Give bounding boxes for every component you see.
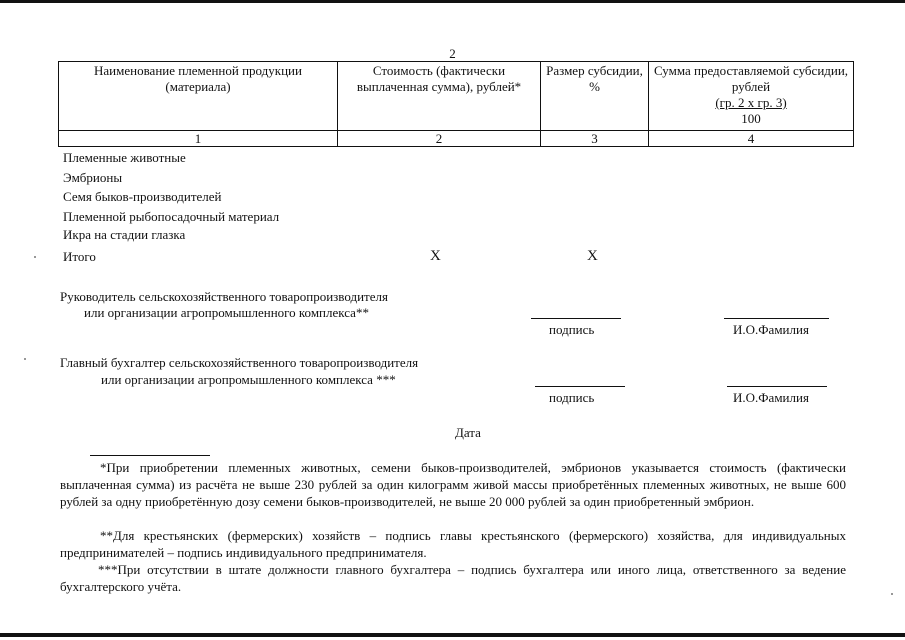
table-header-row [59, 62, 854, 131]
top-border [0, 0, 905, 3]
header-cost: Стоимость (фактически выплаченная сумма), рублей* [338, 62, 541, 131]
column-number-1: 1 [59, 131, 338, 147]
head-title-line2: или организации агропромышленного комплекса** [84, 305, 369, 320]
head-signature-line [531, 318, 621, 319]
head-signature-caption: подпись [549, 322, 595, 337]
page-number: 2 [449, 46, 456, 61]
head-name-caption: И.О.Фамилия [733, 322, 809, 337]
total-mark-rate: Х [587, 248, 598, 264]
header-formula: (гр. 2 х гр. 3) [715, 95, 787, 110]
row-bull-semen: Семя быков-производителей [63, 189, 222, 204]
accountant-title-line1: Главный бухгалтер сельскохозяйственного товаропроизводителя [60, 355, 419, 370]
scan-speck [891, 593, 893, 595]
footnote-3: ***При отсутствии в штате должности главного бухгалтера – подпись бухгалтера или иного лица, ответственного за ведение бухгалтерского учёта. [60, 562, 846, 594]
header-product-name: Наименование племенной продукции (материала) [59, 62, 338, 131]
date-label: Дата [455, 425, 481, 440]
accountant-name-line [727, 386, 827, 387]
head-name-line [724, 318, 829, 319]
accountant-signature-line [535, 386, 625, 387]
total-mark-cost: Х [430, 248, 441, 264]
header-subsidy-amount-title: Сумма предоставляемой субсидии, рублей [653, 63, 849, 94]
column-number-row [59, 131, 854, 147]
column-number-3: 3 [541, 131, 649, 147]
scan-speck [24, 358, 26, 360]
row-fish-stock: Племенной рыбопосадочный материал [63, 209, 280, 224]
header-subsidy-rate: Размер субсидии, % [541, 62, 649, 131]
footnote-2: **Для крестьянских (фермерских) хозяйств – подпись главы крестьянского (фермерского) хозяйства, для индивидуальных предпринимателей – подпись индивидуального предпринимателя. [60, 528, 846, 560]
header-divisor: 100 [741, 111, 761, 126]
footnote-separator [90, 455, 210, 456]
accountant-name-caption: И.О.Фамилия [733, 390, 809, 405]
total-label: Итого [63, 249, 96, 264]
bottom-border [0, 633, 905, 637]
head-title-line1: Руководитель сельскохозяйственного товаропроизводителя [60, 289, 388, 304]
column-number-2: 2 [338, 131, 541, 147]
scan-speck [34, 256, 36, 258]
row-breeding-animals: Племенные животные [63, 150, 186, 165]
row-embryos: Эмбрионы [63, 170, 123, 185]
accountant-title-line2: или организации агропромышленного комплекса *** [101, 372, 396, 387]
row-eyed-roe: Икра на стадии глазка [63, 227, 186, 242]
header-subsidy-amount [649, 62, 854, 131]
accountant-signature-caption: подпись [549, 390, 595, 405]
column-number-4: 4 [649, 131, 854, 147]
subsidy-table [58, 61, 854, 147]
footnote-1: *При приобретении племенных животных, семени быков-производителей, эмбрионов указывается стоимость (фактически выплаченная сумма) из расчёта не выше 230 рублей за один килограмм живой массы приобретённых племенных животных, не выше 600 рублей за одну приобретённую дозу семени быков-производителей, не выше 20 000 рублей за один приобретенный эмбрион. [60, 460, 846, 509]
